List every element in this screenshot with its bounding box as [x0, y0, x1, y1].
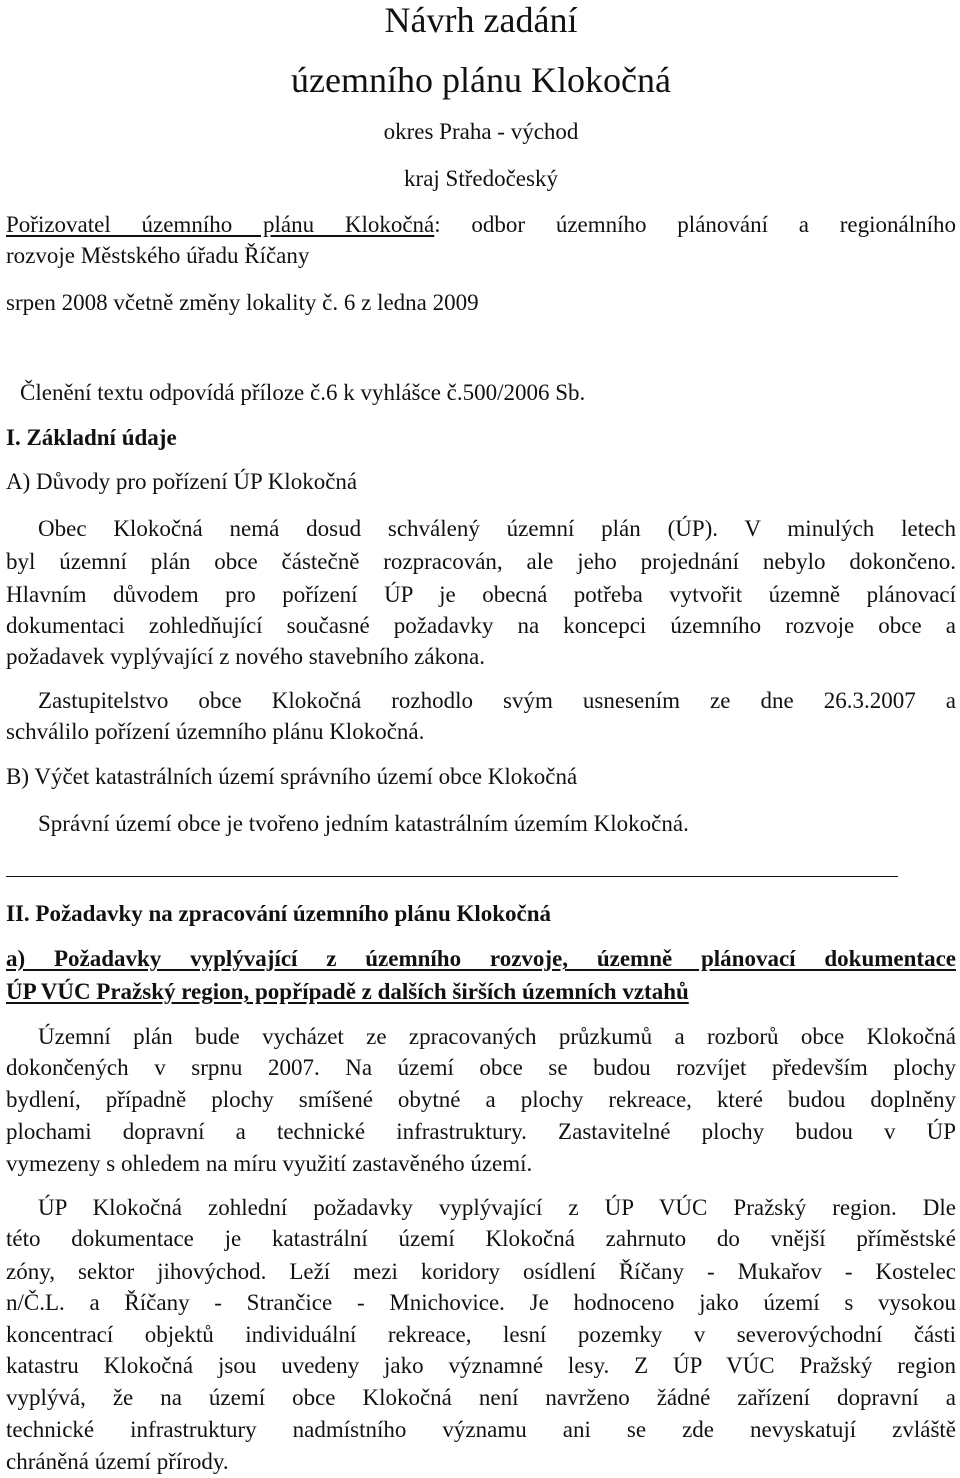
paragraph-line: katastru Klokočná jsou uvedeny jako významné lesy. Z ÚP VÚC Pražský region: [6, 1353, 956, 1378]
region-line: kraj Středočeský: [404, 166, 558, 191]
paragraph-line: technické infrastruktury nadmístního významu ani se zde nevyskatují zvláště: [6, 1417, 956, 1442]
paragraph-line: vymezeny s ohledem na míru využití zastavěného území.: [6, 1151, 533, 1176]
paragraph-line: této dokumentace je katastrální území Klokočná zahrnuto do vnější příměstské: [6, 1226, 956, 1251]
title-line-1: Návrh zadání: [384, 0, 578, 40]
paragraph-line: schválilo pořízení územního plánu Klokočná.: [6, 719, 425, 744]
paragraph-line: plochami dopravní a technické infrastruktury. Zastavitelné plochy budou v ÚP: [6, 1119, 956, 1144]
section-2a-heading-line: ÚP VÚC Pražský region, popřípadě z dalších širších územních vztahů: [6, 979, 689, 1004]
paragraph-line: požadavek vyplývající z nového stavebního zákona.: [6, 644, 486, 669]
paragraph-line: dokončených v srpnu 2007. Na území obce se budou rozvíjet především plochy: [6, 1055, 956, 1080]
section-2-heading: II. Požadavky na zpracování územního plánu Klokočná: [6, 901, 552, 926]
district-line: okres Praha - východ: [383, 119, 579, 144]
paragraph-line: dokumentaci zohledňující současné požadavky na koncepci územního rozvoje obce a: [6, 613, 956, 638]
section-1b-heading: B) Výčet katastrálních území správního území obce Klokočná: [6, 764, 578, 789]
paragraph-line: Územní plán bude vycházet ze zpracovaných průzkumů a rozborů obce Klokočná: [38, 1024, 956, 1049]
structure-note: Členění textu odpovídá příloze č.6 k vyhlášce č.500/2006 Sb.: [20, 380, 586, 405]
paragraph-line: koncentrací objektů individuální rekreace, lesní pozemky v severovýchodní části: [6, 1322, 956, 1347]
section-2a-heading-line: a) Požadavky vyplývající z územního rozvoje, územně plánovací dokumentace: [6, 946, 956, 971]
paragraph-line: Hlavním důvodem pro pořízení ÚP je obecná potřeba vytvořit územně plánovací: [6, 582, 956, 607]
paragraph-line: zóny, sektor jihovýchod. Leží mezi koridory osídlení Říčany - Mukařov - Kostelec: [6, 1259, 956, 1284]
section-1a-heading: A) Důvody pro pořízení ÚP Klokočná: [6, 469, 358, 494]
procurer-label: Pořizovatel územního plánu Klokočná: [6, 212, 435, 237]
paragraph-line: n/Č.L. a Říčany - Strančice - Mnichovice. Je hodnoceno jako území s vysokou: [6, 1290, 956, 1315]
paragraph-line: bydlení, případně plochy smíšené obytné a plochy rekreace, které budou doplněny: [6, 1087, 956, 1112]
paragraph-line: byl územní plán obce částečně rozpracován, ale jeho projednání nebylo dokončeno.: [6, 549, 956, 574]
procurer-line-2: rozvoje Městského úřadu Říčany: [6, 243, 310, 268]
paragraph-line: Obec Klokočná nemá dosud schválený územní plán (ÚP). V minulých letech: [38, 516, 956, 541]
paragraph-line: ÚP Klokočná zohlední požadavky vyplývající z ÚP VÚC Pražský region. Dle: [38, 1195, 956, 1220]
title-line-2: územního plánu Klokočná: [291, 60, 671, 100]
paragraph-line: chráněná území přírody.: [6, 1449, 229, 1474]
procurer-line-1: [6, 209, 956, 241]
horizontal-rule: [6, 876, 898, 877]
section-1-heading: I. Základní údaje: [6, 425, 177, 450]
paragraph-line: Zastupitelstvo obce Klokočná rozhodlo svým usnesením ze dne 26.3.2007 a: [38, 688, 956, 713]
paragraph-line: Správní území obce je tvořeno jedním katastrálním územím Klokočná.: [38, 811, 689, 836]
paragraph-line: vyplývá, že na území obce Klokočná není navrženo žádné zařízení dopravní a: [6, 1385, 956, 1410]
date-line: srpen 2008 včetně změny lokality č. 6 z ledna 2009: [6, 290, 479, 315]
procurer-text: : odbor územního plánování a regionálního: [434, 212, 956, 237]
